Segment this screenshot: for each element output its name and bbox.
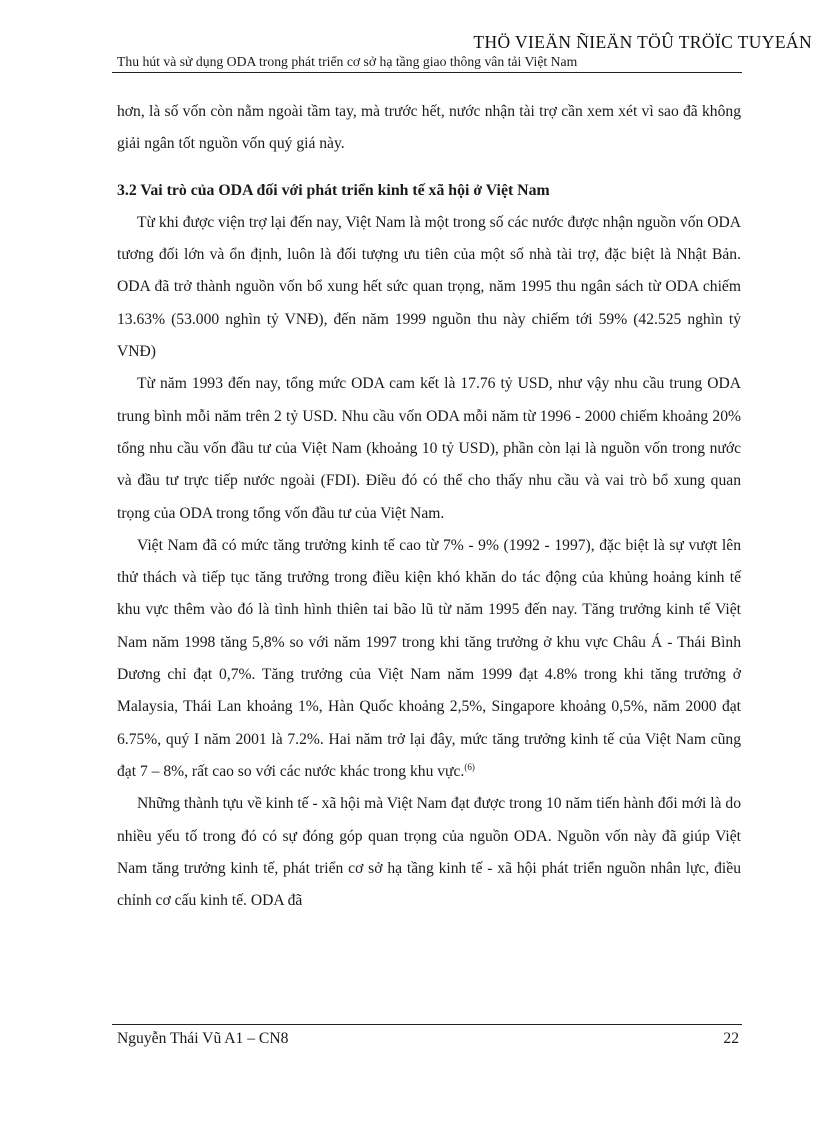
section-heading: 3.2 Vai trò của ODA đối với phát triển kinh tế xã hội ở Việt Nam xyxy=(117,181,550,199)
footer-rule xyxy=(112,1024,742,1025)
paragraph-4: Những thành tựu về kinh tế - xã hội mà Việt Nam đạt được trong 10 năm tiến hành đổi mới là do nhiều yếu tố trong đó có sự đóng góp quan trọng của nguồn ODA. Nguồn vốn này đã giúp Việt Nam tăng trưởng kinh tế, phát triển cơ sở hạ tầng kinh tế - xã hội phát triển nguồn nhân lực, điều chỉnh cơ cấu kinh tế. ODA đã xyxy=(117,795,741,910)
page-body xyxy=(117,96,741,917)
watermark-text: THÖ VIEÄN ÑIEÄN TÖÛ TRÖÏC TUYEÁN xyxy=(473,32,812,52)
footer-author: Nguyễn Thái Vũ A1 – CN8 xyxy=(117,1030,289,1047)
paragraph-3-text: Việt Nam đã có mức tăng trưởng kinh tế cao từ 7% - 9% (1992 - 1997), đặc biệt là sự vượt lên thử thách và tiếp tục tăng trưởng trong điều kiện khó khăn do tác động của khủng hoảng kinh tế khu vực thêm vào đó là tình hình thiên tai bão lũ từ năm 1995 đến nay. Tăng trưởng kinh tế Việt Nam năm 1998 tăng 5,8% so với năm 1997 trong khi tăng trưởng ở khu vực Châu Á - Thái Bình Dương chỉ đạt 0,7%. Tăng trưởng của Việt Nam năm 1999 đạt 4.8% trong khi tăng trưởng ở Malaysia, Thái Lan khoảng 1%, Hàn Quốc khoảng 2,5%, Singapore khoảng 0,5%, năm 2000 đạt 6.75%, quý I năm 2001 là 7.2%. Hai năm trở lại đây, mức tăng trưởng kinh tế của Việt Nam cũng đạt 7 – 8%, rất cao so với các nước khác trong khu vực. xyxy=(117,536,741,780)
paragraph-1: Từ khi được viện trợ lại đến nay, Việt Nam là một trong số các nước được nhận nguồn vốn ODA tương đối lớn và ổn định, luôn là đối tượng ưu tiên của một số nhà tài trợ, đặc biệt là Nhật Bản. ODA đã trở thành nguồn vốn bổ xung hết sức quan trọng, năm 1995 thu ngân sách từ ODA chiếm 13.63% (53.000 nghìn tỷ VNĐ), đến năm 1999 nguồn thu này chiếm tới 59% (42.525 nghìn tỷ VNĐ) xyxy=(117,213,741,361)
header-rule xyxy=(112,72,742,73)
running-header: Thu hút và sử dụng ODA trong phát triển cơ sở hạ tầng giao thông vân tải Việt Nam xyxy=(117,54,578,69)
footnote-reference: (6) xyxy=(464,761,475,772)
intro-paragraph: hơn, là số vốn còn nằm ngoài tầm tay, mà trước hết, nước nhận tài trợ cần xem xét vì sao đã không giải ngân tốt nguồn vốn quý giá này. xyxy=(117,103,741,153)
section-gap xyxy=(117,161,741,175)
paragraph-2: Từ năm 1993 đến nay, tổng mức ODA cam kết là 17.76 tỷ USD, như vậy nhu cầu trung ODA trung bình mỗi năm trên 2 tỷ USD. Nhu cầu vốn ODA mỗi năm từ 1996 - 2000 chiếm khoảng 20% tổng nhu cầu vốn đầu tư của Việt Nam (khoảng 10 tỷ USD), phần còn lại là nguồn vốn trong nước và đầu tư trực tiếp nước ngoài (FDI). Điều đó có thể cho thấy nhu cầu và vai trò bổ xung quan trọng của ODA trong tổng vốn đầu tư của Việt Nam. xyxy=(117,375,741,522)
paragraph-3 xyxy=(117,530,741,788)
page-number: 22 xyxy=(723,1030,739,1047)
